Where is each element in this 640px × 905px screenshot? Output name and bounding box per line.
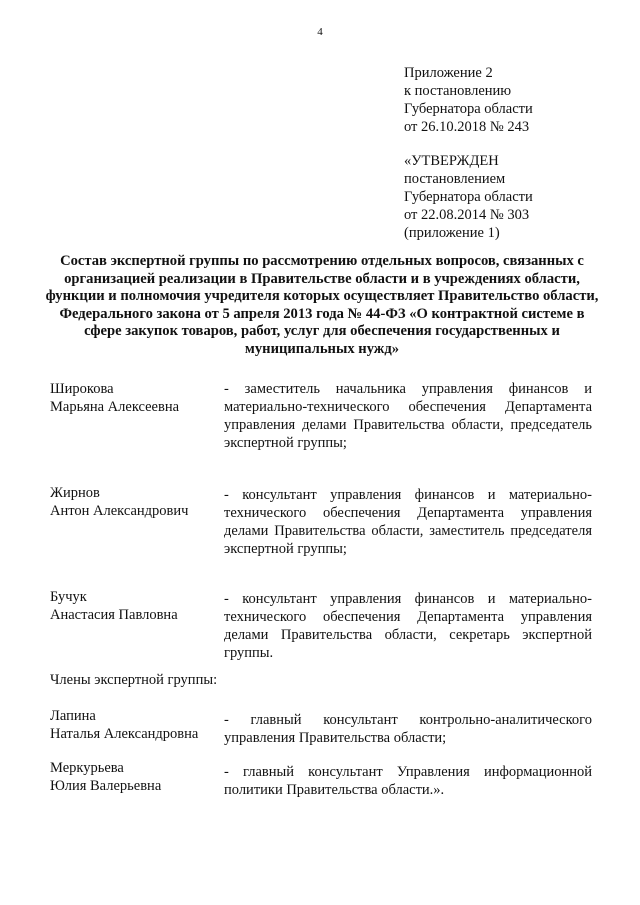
member-given-names: Марьяна Алексеевна	[50, 399, 180, 415]
member-surname: Бучук	[50, 589, 87, 605]
approved-line: Губернатора области	[404, 189, 533, 205]
member-surname: Лапина	[50, 708, 96, 724]
appendix-line: от 26.10.2018 № 243	[404, 119, 530, 135]
appendix-line: к постановлению	[404, 83, 512, 99]
approved-line: (приложение 1)	[404, 225, 500, 241]
member-role: - главный консультант Управления информационной политики Правительства области.».	[224, 764, 592, 798]
appendix-line: Приложение 2	[404, 65, 493, 81]
approved-line: постановлением	[404, 171, 506, 187]
member-name	[50, 484, 230, 520]
approved-line: «УТВЕРЖДЕН	[404, 153, 499, 169]
member-role: - консультант управления финансов и материально-технического обеспечения Департамента управления делами Правительства области, секретарь экспертной группы.	[224, 591, 592, 661]
page-number: 4	[317, 26, 323, 38]
member-surname: Широкова	[50, 381, 114, 397]
member-surname: Меркурьева	[50, 760, 124, 776]
member-role: - главный консультант контрольно-аналитического управления Правительства области;	[224, 712, 592, 746]
member-name	[50, 588, 230, 624]
member-name	[50, 759, 230, 795]
member-name	[50, 707, 230, 743]
member-surname: Жирнов	[50, 485, 100, 501]
member-role: - заместитель начальника управления финансов и материально-технического обеспечения Департамента управления делами Правительства области, председатель экспертной группы;	[224, 381, 592, 451]
member-given-names: Анастасия Павловна	[50, 607, 178, 623]
approved-line: от 22.08.2014 № 303	[404, 207, 530, 223]
document-title: Состав экспертной группы по рассмотрению отдельных вопросов, связанных с организацией реализации в Правительстве области и в учреждениях области, функции и полномочия учредителя которых осуществляет Правительство области, Федерального закона от 5 апреля 2013 года № 44-ФЗ «О контрактной системе в сфере закупок товаров, работ, услуг для обеспечения государственных и муниципальных нужд»	[45, 253, 599, 357]
member-given-names: Юлия Валерьевна	[50, 778, 162, 794]
member-given-names: Наталья Александровна	[50, 726, 199, 742]
member-name	[50, 380, 230, 416]
member-given-names: Антон Александрович	[50, 503, 189, 519]
appendix-line: Губернатора области	[404, 101, 533, 117]
member-role: - консультант управления финансов и материально-технического обеспечения Департамента управления делами Правительства области, заместитель председателя экспертной группы;	[224, 487, 592, 557]
members-heading: Члены экспертной группы:	[50, 672, 218, 688]
approved-header	[404, 152, 614, 242]
appendix-header	[404, 64, 614, 136]
